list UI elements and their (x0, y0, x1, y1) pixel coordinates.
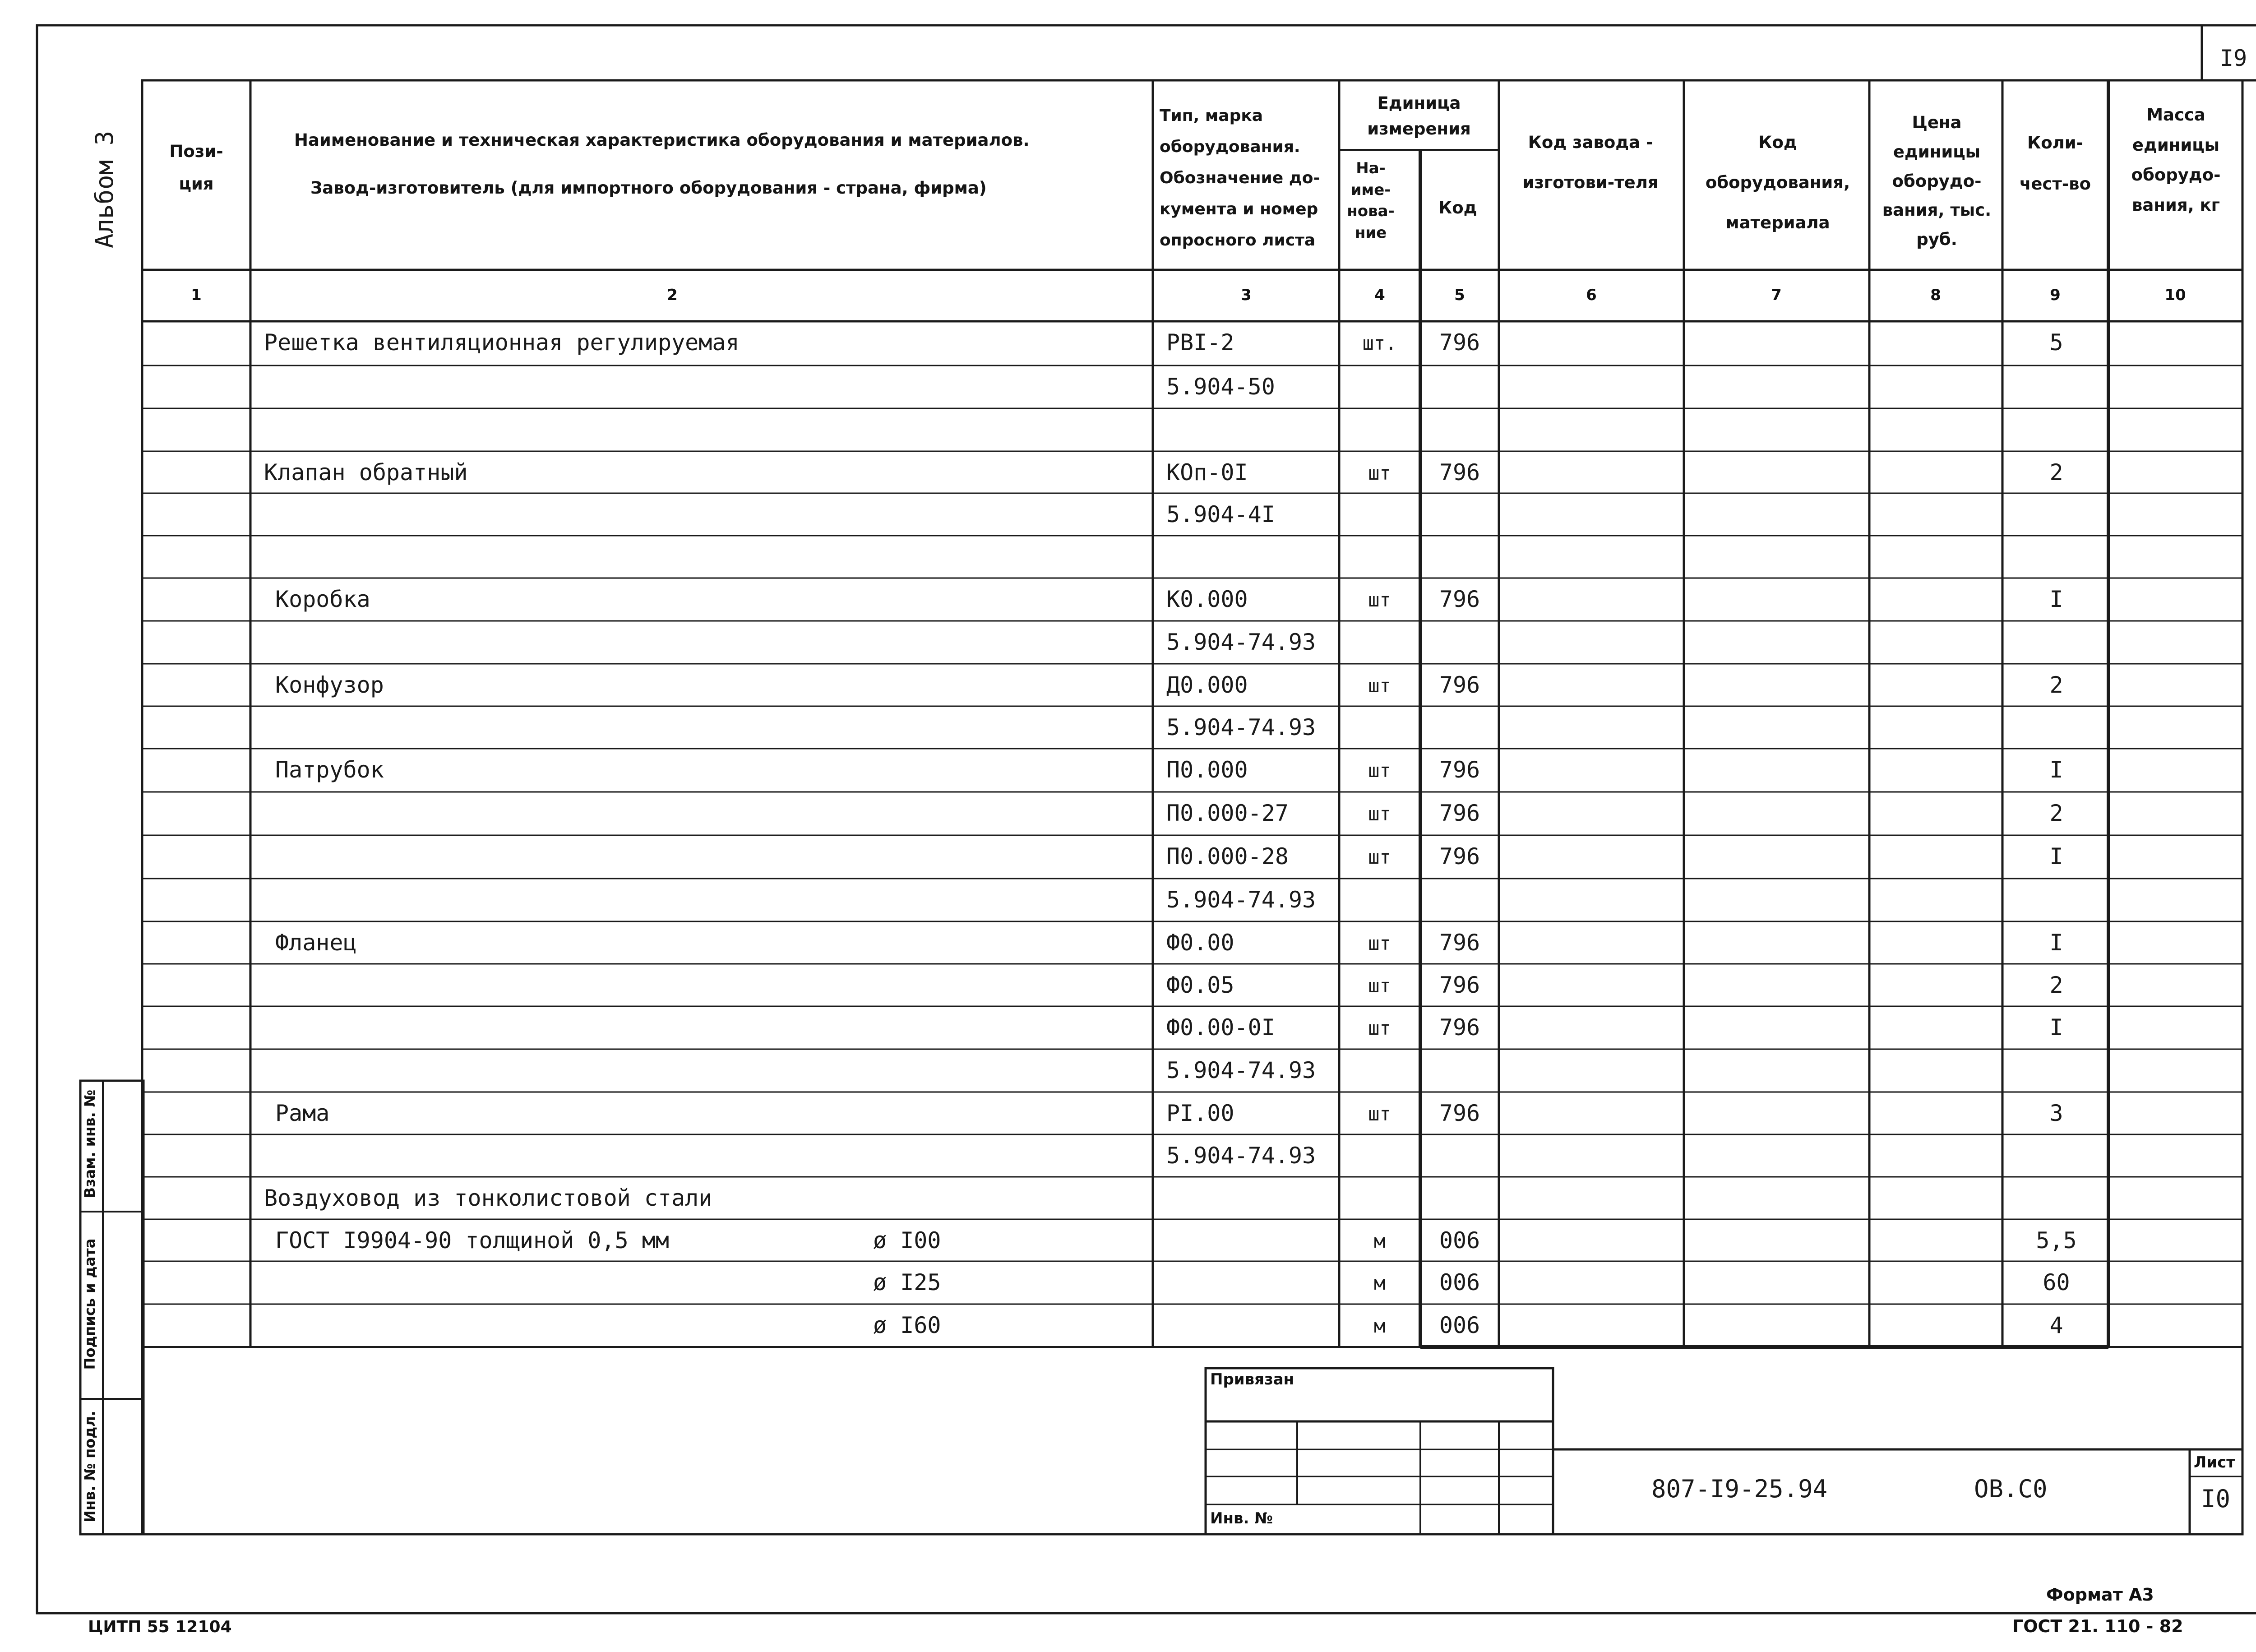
type-mark: 5.904-74.93 (1166, 1143, 1316, 1169)
quantity: 60 (2043, 1269, 2070, 1296)
table-row (0, 1304, 2256, 1345)
type-mark: 5.904-74.93 (1166, 629, 1316, 655)
item-name: ГОСТ I9904-90 толщиной 0,5 мм (275, 1227, 669, 1254)
unit-code: 796 (1439, 329, 1480, 356)
header-type-mark: Тип, марка оборудования. Обозначение до-кумента и номер опросного листа (1160, 106, 1320, 250)
header-quantity: Коли-чест-во (2019, 133, 2091, 194)
table-row (0, 408, 2256, 449)
unit-name: шт (1368, 803, 1391, 825)
type-mark: П0.000 (1166, 757, 1248, 783)
quantity: I (2049, 1014, 2063, 1041)
column-number: 5 (1454, 286, 1465, 304)
header-name-line1: Наименование и техническая характеристика оборудования и материалов. (294, 130, 1030, 150)
table-row (0, 792, 2256, 833)
header-mass: Масса единицы оборудо-вания, кг (2131, 105, 2221, 215)
list-label: Лист (2194, 1453, 2235, 1472)
unit-code: 796 (1439, 930, 1480, 956)
type-mark: PI.00 (1166, 1100, 1234, 1126)
unit-name: шт (1368, 1017, 1391, 1039)
quantity: 2 (2049, 672, 2063, 698)
quantity: I (2049, 757, 2063, 783)
quantity: 5,5 (2036, 1227, 2077, 1254)
column-number: 2 (667, 286, 678, 304)
type-mark: 5.904-50 (1166, 374, 1275, 400)
type-mark: П0.000-28 (1166, 843, 1289, 870)
quantity: 3 (2049, 1100, 2063, 1126)
table-row (0, 749, 2256, 789)
table-row (0, 366, 2256, 406)
column-number: 10 (2164, 286, 2186, 304)
header-price: Цена единицы оборудо-вания, тыс. руб. (1882, 113, 1992, 249)
table-row (0, 321, 2256, 362)
unit-code: 796 (1439, 843, 1480, 870)
unit-code: 006 (1439, 1269, 1480, 1296)
item-name: Решетка вентиляционная регулируемая (264, 329, 740, 356)
header-factory-code: Код завода - изготови-теля (1522, 133, 1659, 192)
table-row (0, 921, 2256, 962)
unit-name: шт (1368, 462, 1391, 484)
unit-code: 796 (1439, 972, 1480, 998)
document-suffix: ОВ.С0 (1974, 1475, 2048, 1503)
unit-name: шт. (1362, 332, 1397, 354)
type-mark: П0.000-27 (1166, 800, 1289, 826)
quantity: 5 (2049, 329, 2063, 356)
quantity: 2 (2049, 972, 2063, 998)
type-mark: КОп-0I (1166, 459, 1248, 486)
unit-name: шт (1368, 589, 1391, 611)
unit-name: шт (1368, 675, 1391, 697)
type-mark: 5.904-74.93 (1166, 887, 1316, 913)
unit-code: 796 (1439, 586, 1480, 612)
unit-code: 006 (1439, 1227, 1480, 1254)
unit-code: 796 (1439, 672, 1480, 698)
unit-code: 796 (1439, 757, 1480, 783)
unit-code: 796 (1439, 800, 1480, 826)
quantity: I (2049, 586, 2063, 612)
type-mark: Ф0.00 (1166, 930, 1234, 956)
column-number: 9 (2050, 286, 2061, 304)
type-mark: Д0.000 (1166, 672, 1248, 698)
unit-name: шт (1368, 1103, 1391, 1125)
item-name: Конфузор (275, 672, 384, 698)
header-unit-name: На-име-нова-ние (1347, 159, 1395, 242)
column-number: 3 (1241, 286, 1252, 304)
column-number: 6 (1586, 286, 1597, 304)
unit-name: шт (1368, 846, 1391, 868)
type-mark: К0.000 (1166, 586, 1248, 612)
type-mark: 5.904-74.93 (1166, 714, 1316, 740)
header-unit-code: Код (1438, 198, 1477, 217)
quantity: I (2049, 930, 2063, 956)
table-row (0, 964, 2256, 1004)
duct-diameter: ø I25 (873, 1269, 941, 1296)
unit-name: м (1373, 1315, 1386, 1337)
title-inv-no: Инв. № (1210, 1509, 1273, 1527)
column-number: 1 (191, 286, 202, 304)
item-name: Фланец (275, 930, 357, 956)
footer-citp: ЦИТП 55 12104 (88, 1618, 232, 1636)
type-mark: Ф0.00-0I (1166, 1014, 1275, 1041)
unit-code: 006 (1439, 1312, 1480, 1338)
list-number: I0 (2201, 1485, 2231, 1513)
column-number: 7 (1771, 286, 1782, 304)
stamp-podpis-data: Подпись и дата (81, 1238, 98, 1370)
quantity: I (2049, 843, 2063, 870)
header-unit-group: Единица измерения (1367, 93, 1471, 139)
header-name-line2: Завод-изготовитель (для импортного оборудования - страна, фирма) (310, 178, 987, 198)
item-name: Воздуховод из тонколистовой стали (264, 1185, 712, 1211)
table-row (0, 1134, 2256, 1175)
stamp-vzam-inv: Взам. инв. № (81, 1089, 98, 1199)
sheet-number: I9 (2220, 45, 2247, 71)
item-name: Патрубок (275, 757, 384, 783)
table-row (0, 1219, 2256, 1260)
table-row (0, 451, 2256, 492)
table-row (0, 1177, 2256, 1217)
unit-code: 796 (1439, 459, 1480, 486)
table-row (0, 835, 2256, 876)
stamp-inv-podl: Инв. № подл. (81, 1411, 98, 1522)
unit-name: м (1373, 1230, 1386, 1252)
table-row (0, 1261, 2256, 1302)
unit-name: шт (1368, 759, 1391, 782)
unit-name: м (1373, 1272, 1386, 1294)
footer-format: Формат А3 (2046, 1585, 2154, 1605)
quantity: 2 (2049, 800, 2063, 826)
unit-name: шт (1368, 975, 1391, 997)
quantity: 2 (2049, 459, 2063, 486)
album-label: Альбом 3 (90, 130, 119, 248)
table-row (0, 1006, 2256, 1047)
table-row (0, 706, 2256, 747)
unit-name: шт (1368, 932, 1391, 954)
quantity: 4 (2049, 1312, 2063, 1338)
unit-code: 796 (1439, 1014, 1480, 1041)
footer-standard: ГОСТ 21. 110 - 82 (2012, 1616, 2183, 1636)
table-row (0, 536, 2256, 576)
item-name: Рама (275, 1100, 330, 1126)
table-row (0, 578, 2256, 619)
table-row (0, 493, 2256, 534)
table-row (0, 664, 2256, 704)
duct-diameter: ø I60 (873, 1312, 941, 1338)
header-position: Пози- ция (169, 142, 223, 194)
table-row (0, 1049, 2256, 1090)
title-privyazan: Привязан (1210, 1370, 1294, 1388)
table-row (0, 1092, 2256, 1133)
table-row (0, 879, 2256, 919)
unit-code: 796 (1439, 1100, 1480, 1126)
type-mark: 5.904-74.93 (1166, 1057, 1316, 1083)
document-code: 807-I9-25.94 (1651, 1475, 1828, 1503)
type-mark: Ф0.05 (1166, 972, 1234, 998)
item-name: Коробка (275, 586, 370, 612)
header-equipment-code: Код оборудования, материала (1705, 133, 1850, 232)
type-mark: 5.904-4I (1166, 501, 1275, 528)
table-row (0, 621, 2256, 662)
column-number: 4 (1374, 286, 1385, 304)
type-mark: PBI-2 (1166, 329, 1234, 356)
item-name: Клапан обратный (264, 459, 468, 486)
column-number: 8 (1930, 286, 1941, 304)
duct-diameter: ø I00 (873, 1227, 941, 1254)
